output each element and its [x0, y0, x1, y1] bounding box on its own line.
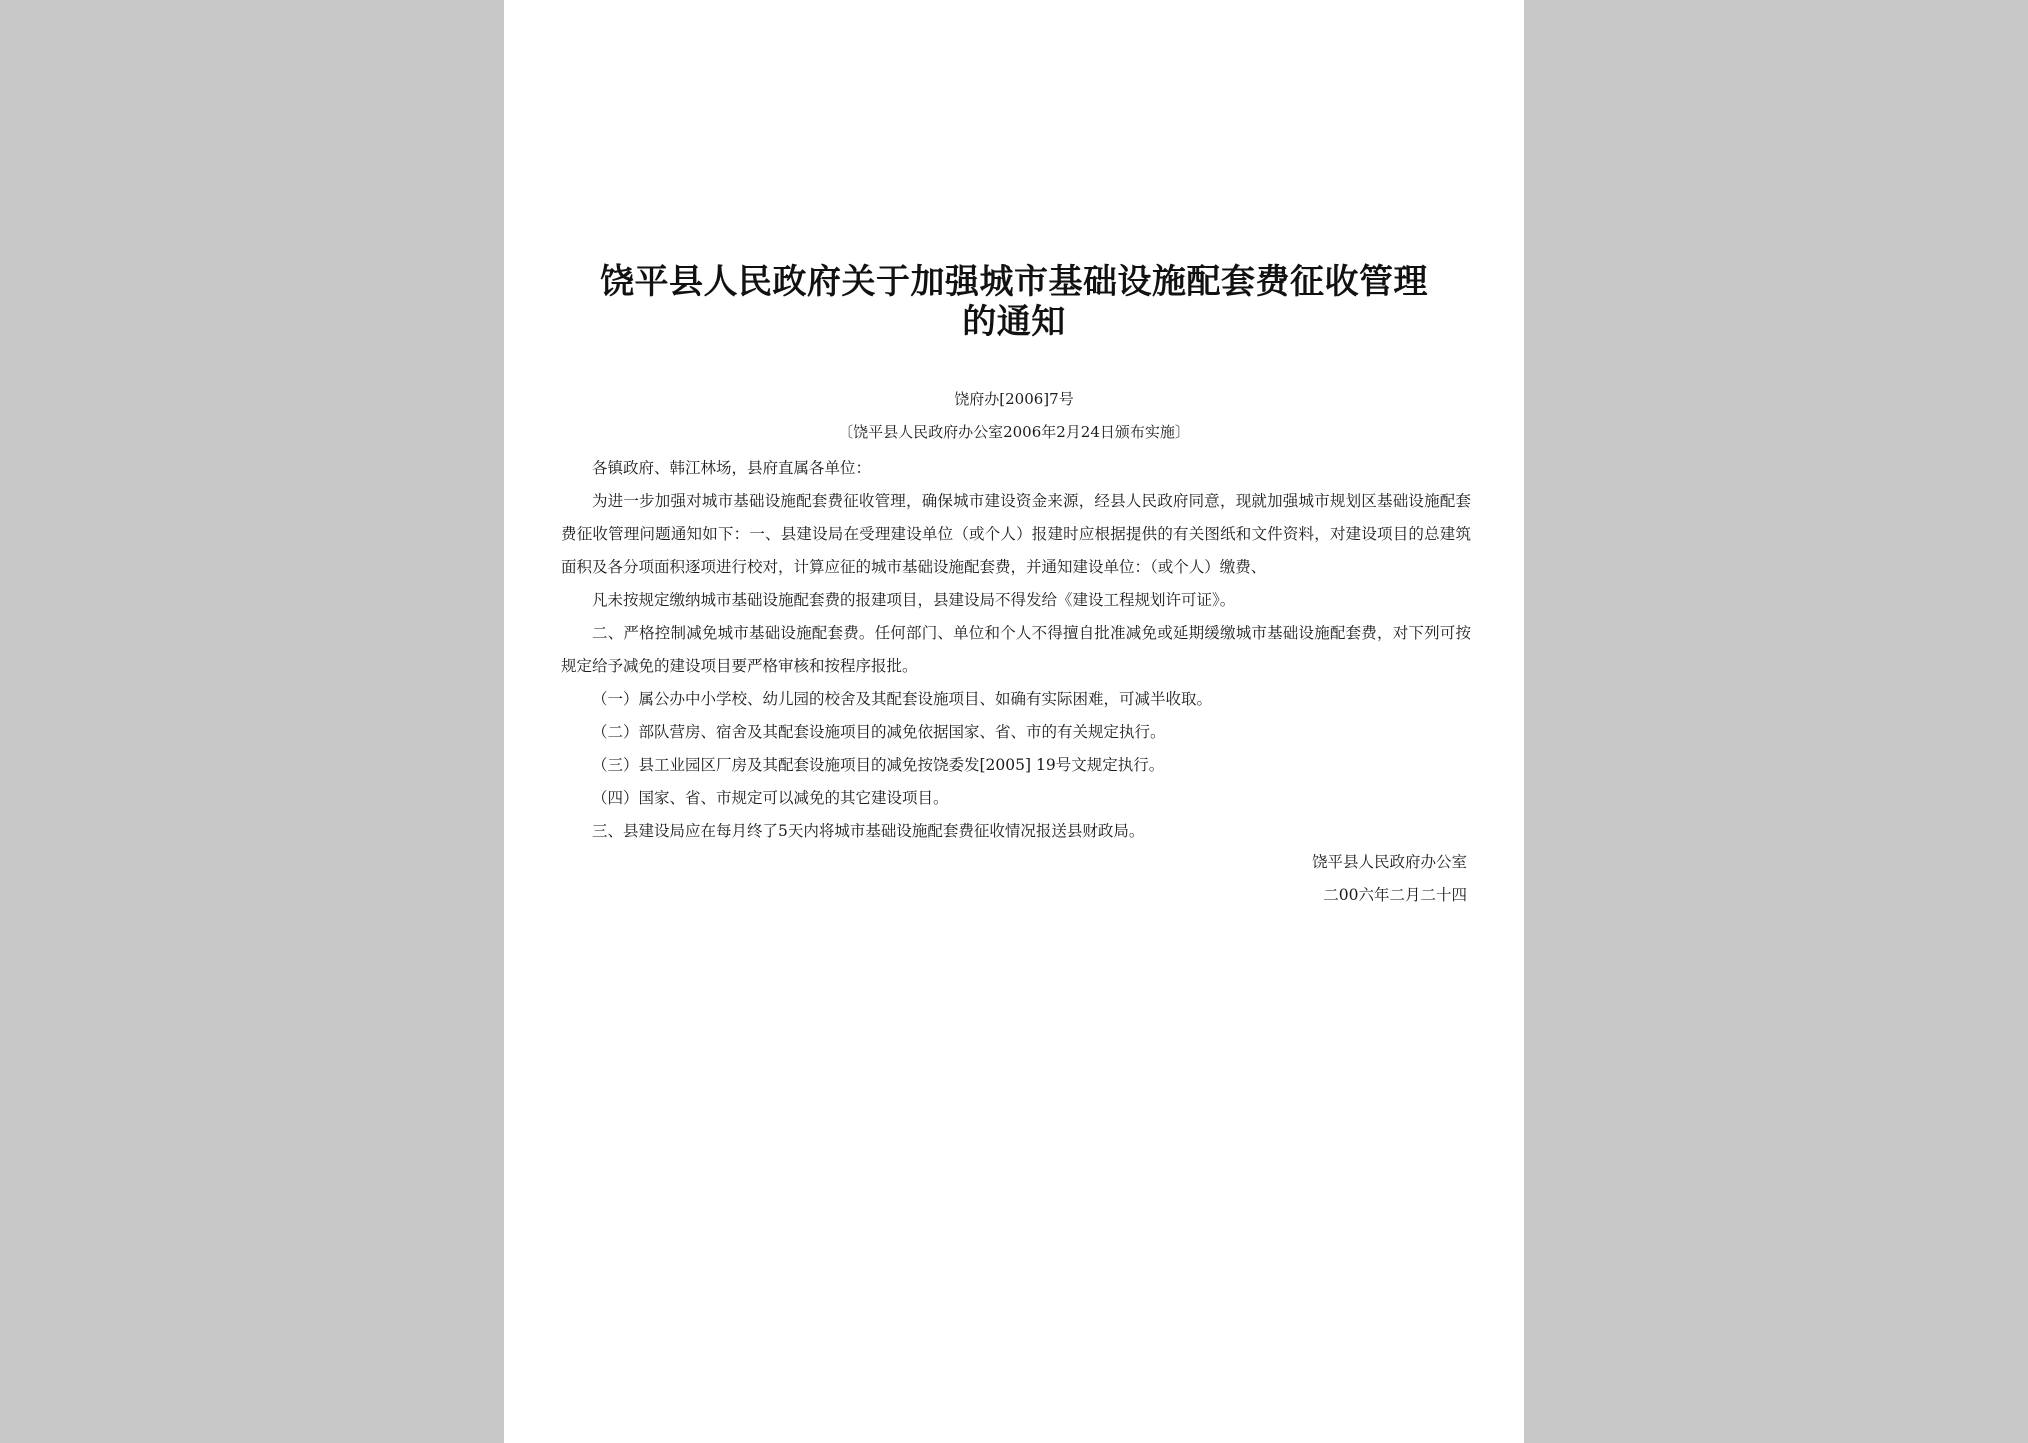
- document-page: [504, 0, 1524, 1443]
- signature-block: [1312, 846, 1467, 912]
- document-number: 饶府办[2006]7号: [954, 390, 1074, 408]
- document-title: 饶平县人民政府关于加强城市基础设施配套费征收管理的通知: [600, 262, 1428, 342]
- document-body: [561, 452, 1471, 848]
- signature-date: 二00六年二月二十四: [1323, 886, 1467, 904]
- salutation: 各镇政府、韩江林场，县府直属各单位：: [592, 459, 872, 477]
- signature-office: 饶平县人民政府办公室: [1311, 853, 1467, 871]
- paragraph-section-two: 二、严格控制减免城市基础设施配套费。任何部门、单位和个人不得擅自批准减免或延期缓缴城市基础设施配套费，对下列可按规定给予减免的建设项目要严格审核和按程序报批。: [561, 624, 1471, 675]
- paragraph-intro: 为进一步加强对城市基础设施配套费征收管理，确保城市建设资金来源，经县人民政府同意，现就加强城市规划区基础设施配套费征收管理问题通知如下：一、县建设局在受理建设单位（或个人）报建时应根据提供的有关图纸和文件资料，对建设项目的总建筑面积及各分项面积逐项进行校对，计算应征的城市基础设施配套费，并通知建设单位：（或个人）缴费、: [561, 492, 1471, 576]
- paragraph-section-three: 三、县建设局应在每月终了5天内将城市基础设施配套费征收情况报送县财政局。: [592, 822, 1145, 840]
- list-item-two: （二）部队营房、宿舍及其配套设施项目的减免依据国家、省、市的有关规定执行。: [592, 723, 1166, 741]
- issued-note: 〔饶平县人民政府办公室2006年2月24日颁布实施〕: [838, 423, 1190, 441]
- list-item-four: （四）国家、省、市规定可以减免的其它建设项目。: [592, 789, 949, 807]
- list-item-one: （一）属公办中小学校、幼儿园的校舍及其配套设施项目、如确有实际困难，可减半收取。: [592, 690, 1213, 708]
- list-item-three: （三）县工业园区厂房及其配套设施项目的减免按饶委发[2005] 19号文规定执行。: [592, 756, 1165, 774]
- paragraph-permit: 凡未按规定缴纳城市基础设施配套费的报建项目，县建设局不得发给《建设工程规划许可证》。: [592, 591, 1236, 609]
